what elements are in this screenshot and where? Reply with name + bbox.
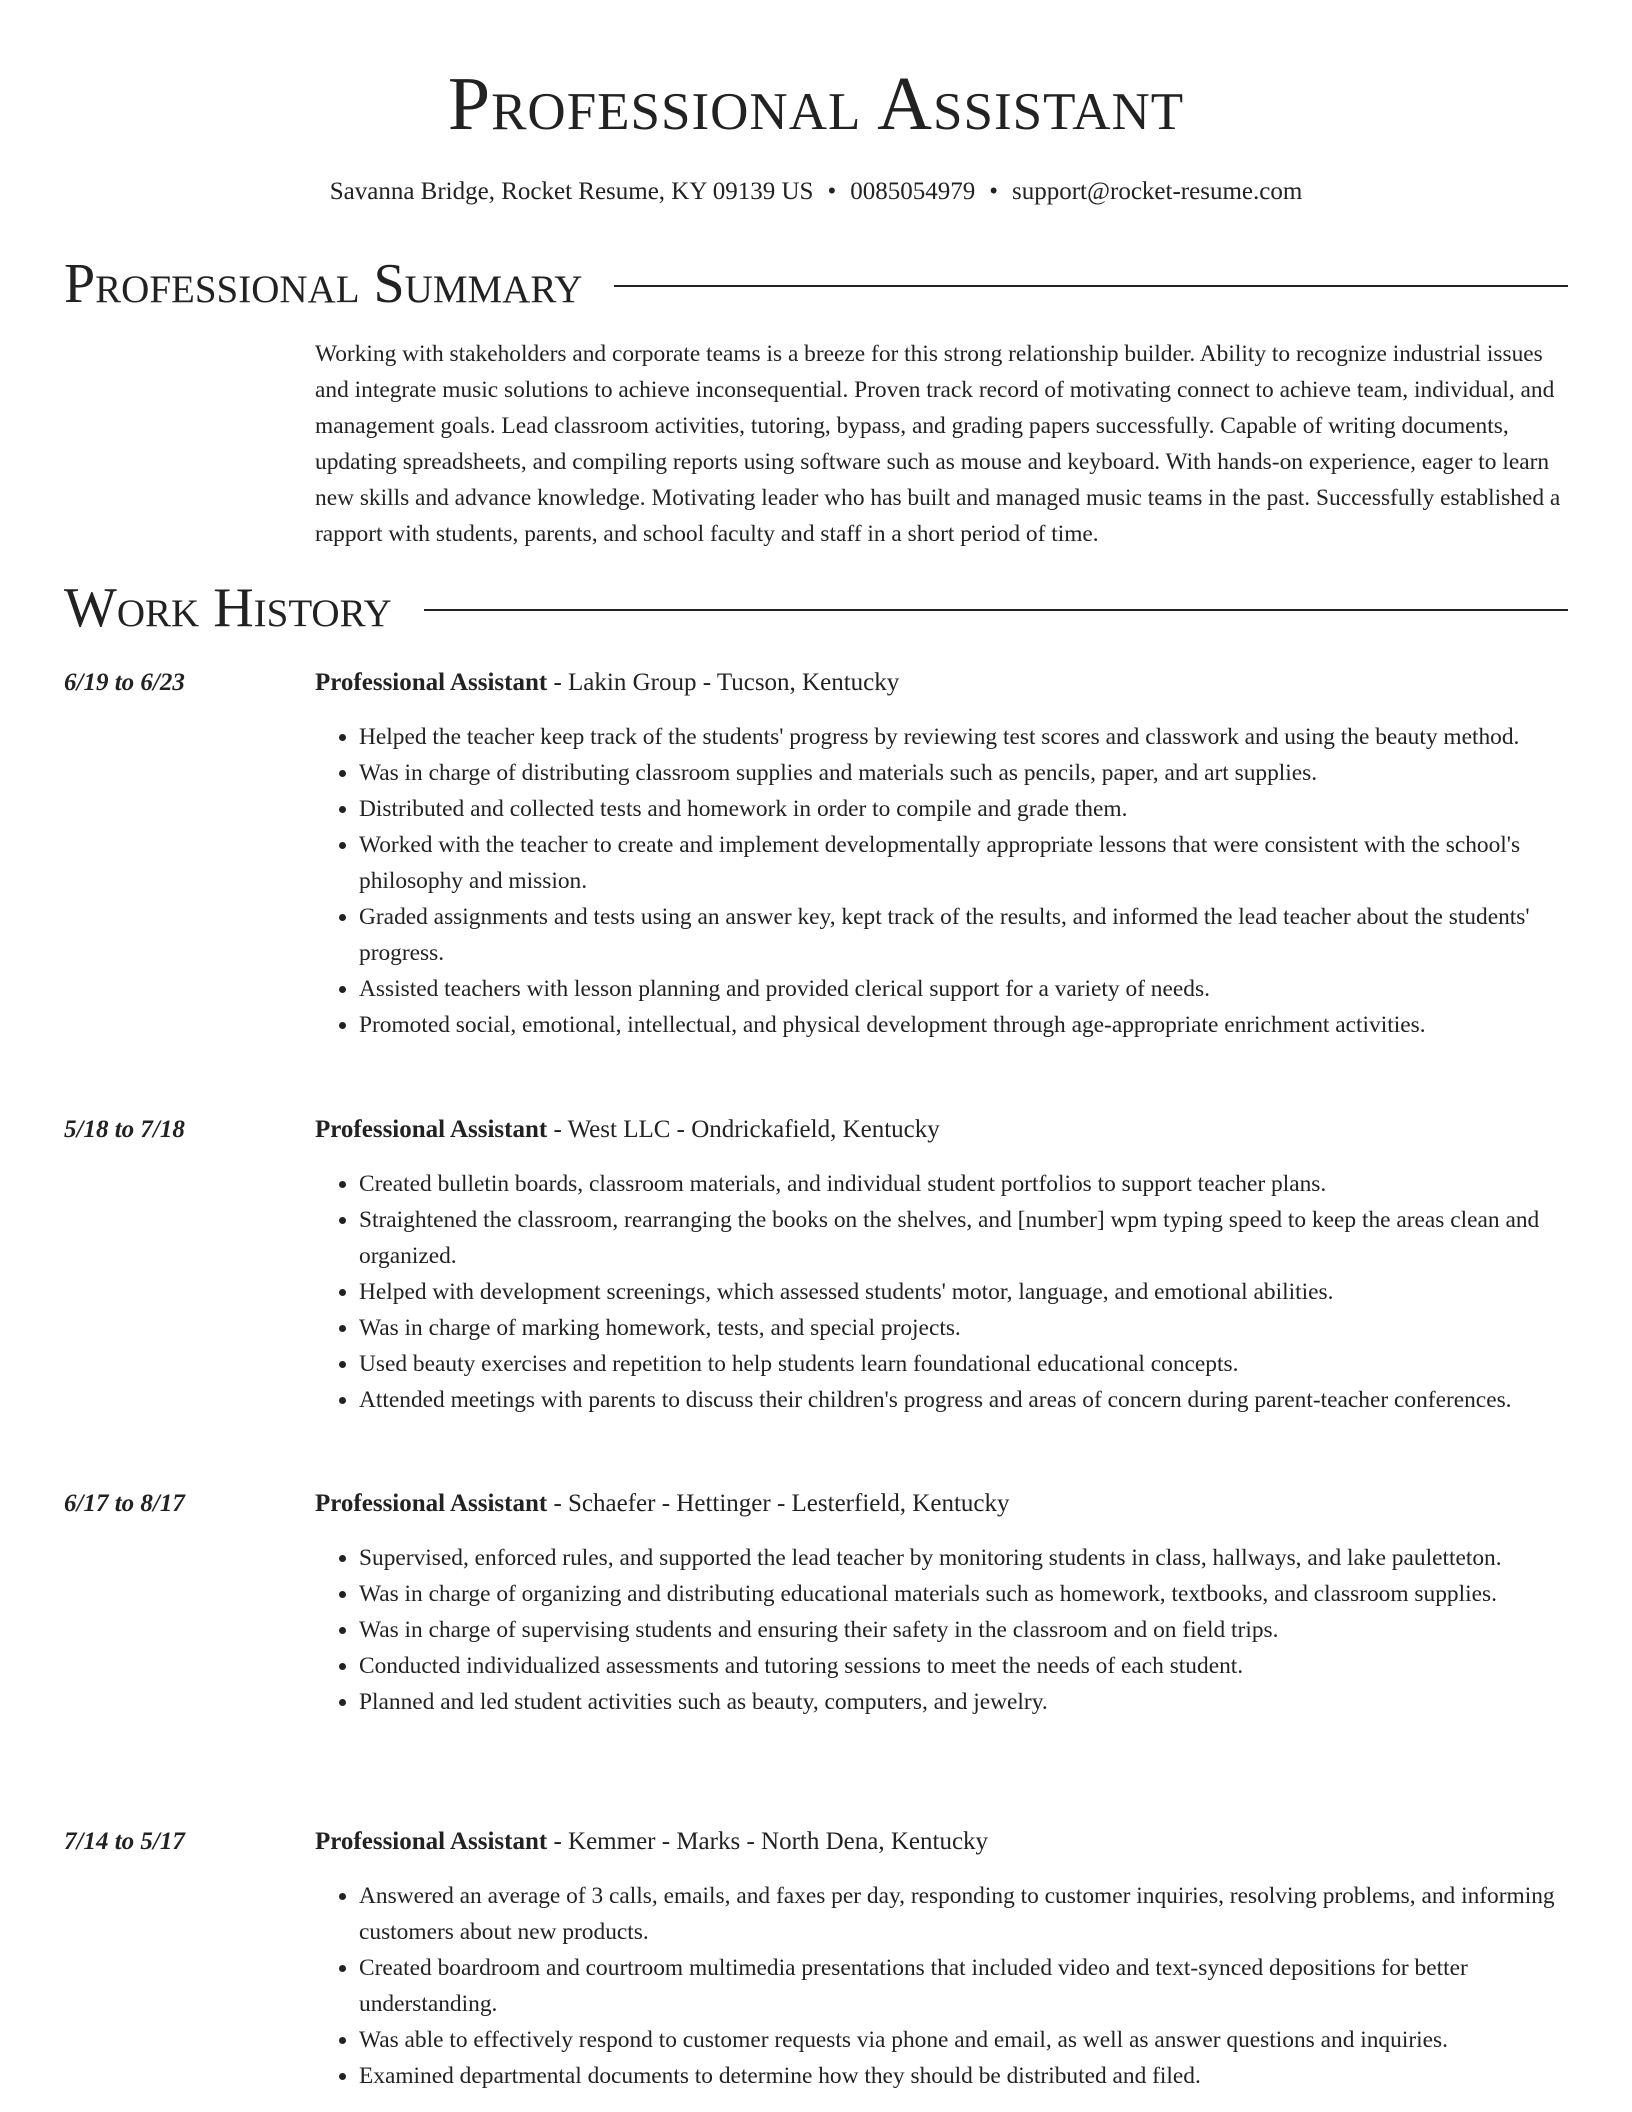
job-bullet: • Was in charge of organizing and distributing educational materials such as homework, textbooks, and classroom supplies.	[359, 1576, 1570, 1612]
contact-phone: 0085054979	[850, 178, 976, 205]
contact-separator: •	[827, 178, 837, 205]
job-bullet: • Was in charge of distributing classroom supplies and materials such as pencils, paper, and art supplies.	[359, 755, 1570, 791]
contact-separator: •	[989, 178, 998, 205]
job-bullet: • Planned and led student activities such as beauty, computers, and jewelry.	[359, 1684, 1570, 1720]
job-dates: 7/14 to 5/17	[64, 1828, 185, 1855]
contact-line	[0, 174, 1632, 210]
job-bullet: • Was in charge of marking homework, tests, and special projects.	[359, 1310, 1570, 1346]
job-bullet: • Examined departmental documents to determine how they should be distributed and filed.	[359, 2058, 1570, 2094]
job-company-location: - Lakin Group - Tucson, Kentucky	[547, 669, 900, 696]
candidate-name: Professional Assistant	[447, 62, 1185, 146]
job-bullet: • Created bulletin boards, classroom materials, and individual student portfolios to support teacher plans.	[359, 1166, 1570, 1202]
job-company-location: - Kemmer - Marks - North Dena, Kentucky	[547, 1828, 989, 1855]
job-bullet: • Conducted individualized assessments and tutoring sessions to meet the needs of each student.	[359, 1648, 1570, 1684]
summary-section-title: Professional Summary	[64, 253, 583, 315]
job-bullet: • Was in charge of supervising students and ensuring their safety in the classroom and on field trips.	[359, 1612, 1570, 1648]
job-bullet: • Supervised, enforced rules, and supported the lead teacher by monitoring students in class, hallways, and lake pauletteton.	[359, 1540, 1570, 1576]
job-heading	[315, 1824, 988, 1860]
job-role: Professional Assistant	[315, 1490, 548, 1517]
job-heading	[315, 1112, 940, 1148]
job-role: Professional Assistant	[315, 1116, 548, 1143]
job-dates: 6/19 to 6/23	[64, 669, 185, 696]
job-heading	[315, 665, 899, 701]
job-role: Professional Assistant	[315, 1828, 548, 1855]
job-heading	[315, 1486, 1010, 1522]
summary-text: Working with stakeholders and corporate teams is a breeze for this strong relationship builder. Ability to recognize industrial issues and integrate music solutions to achieve inconsequential. Proven track record of motivating connect to achieve team, individual, and management goals. Lead classroom activities, tutoring, bypass, and grading papers successfully. Capable of writing documents, updating spreadsheets, and compiling reports using software such as mouse and keyboard. With hands-on experience, eager to learn new skills and advance knowledge. Motivating leader who has built and managed music teams in the past. Successfully established a rapport with students, parents, and school faculty and staff in a short period of time.	[315, 341, 1561, 547]
job-company-location: - West LLC - Ondrickafield, Kentucky	[547, 1116, 940, 1143]
job-bullet-list	[315, 719, 1570, 1043]
job-bullet: • Was able to effectively respond to customer requests via phone and email, as well as answer questions and inquiries.	[359, 2022, 1570, 2058]
job-bullet: • Helped the teacher keep track of the students' progress by reviewing test scores and classwork and using the beauty method.	[359, 719, 1570, 755]
job-bullet: • Attended meetings with parents to discuss their children's progress and areas of concern during parent-teacher conferences.	[359, 1382, 1570, 1418]
contact-email: support@rocket-resume.com	[1011, 178, 1303, 205]
job-dates: 5/18 to 7/18	[64, 1116, 185, 1143]
job-role: Professional Assistant	[315, 669, 548, 696]
job-bullet: • Straightened the classroom, rearranging the books on the shelves, and [number] wpm typing speed to keep the areas clean and organized.	[359, 1202, 1570, 1274]
job-bullet-list	[315, 1878, 1570, 2094]
job-company-location: - Schaefer - Hettinger - Lesterfield, Kentucky	[547, 1490, 1010, 1517]
job-bullet: • Answered an average of 3 calls, emails, and faxes per day, responding to customer inquiries, resolving problems, and informing customers about new products.	[359, 1878, 1570, 1950]
job-bullet: • Promoted social, emotional, intellectual, and physical development through age-appropriate enrichment activities.	[359, 1007, 1570, 1043]
job-bullet: • Helped with development screenings, which assessed students' motor, language, and emotional abilities.	[359, 1274, 1570, 1310]
section-divider	[424, 609, 1568, 611]
job-bullet-list	[315, 1540, 1570, 1720]
job-bullet: • Used beauty exercises and repetition to help students learn foundational educational concepts.	[359, 1346, 1570, 1382]
job-bullet: • Created boardroom and courtroom multimedia presentations that included video and text-synced depositions for better understanding.	[359, 1950, 1570, 2022]
job-bullet: • Worked with the teacher to create and implement developmentally appropriate lessons that were consistent with the school's philosophy and mission.	[359, 827, 1570, 899]
job-bullet: • Assisted teachers with lesson planning and provided clerical support for a variety of needs.	[359, 971, 1570, 1007]
work-history-section-title: Work History	[64, 577, 392, 639]
job-bullet-list	[315, 1166, 1570, 1418]
job-dates: 6/17 to 8/17	[64, 1490, 185, 1517]
summary-section-header	[64, 252, 1568, 316]
section-divider	[614, 285, 1568, 287]
contact-address: Savanna Bridge, Rocket Resume, KY 09139 US	[329, 178, 814, 205]
job-bullet: • Graded assignments and tests using an answer key, kept track of the results, and informed the lead teacher about the students' progress.	[359, 899, 1570, 971]
work-history-section-header	[64, 576, 1568, 640]
job-bullet: • Distributed and collected tests and homework in order to compile and grade them.	[359, 791, 1570, 827]
